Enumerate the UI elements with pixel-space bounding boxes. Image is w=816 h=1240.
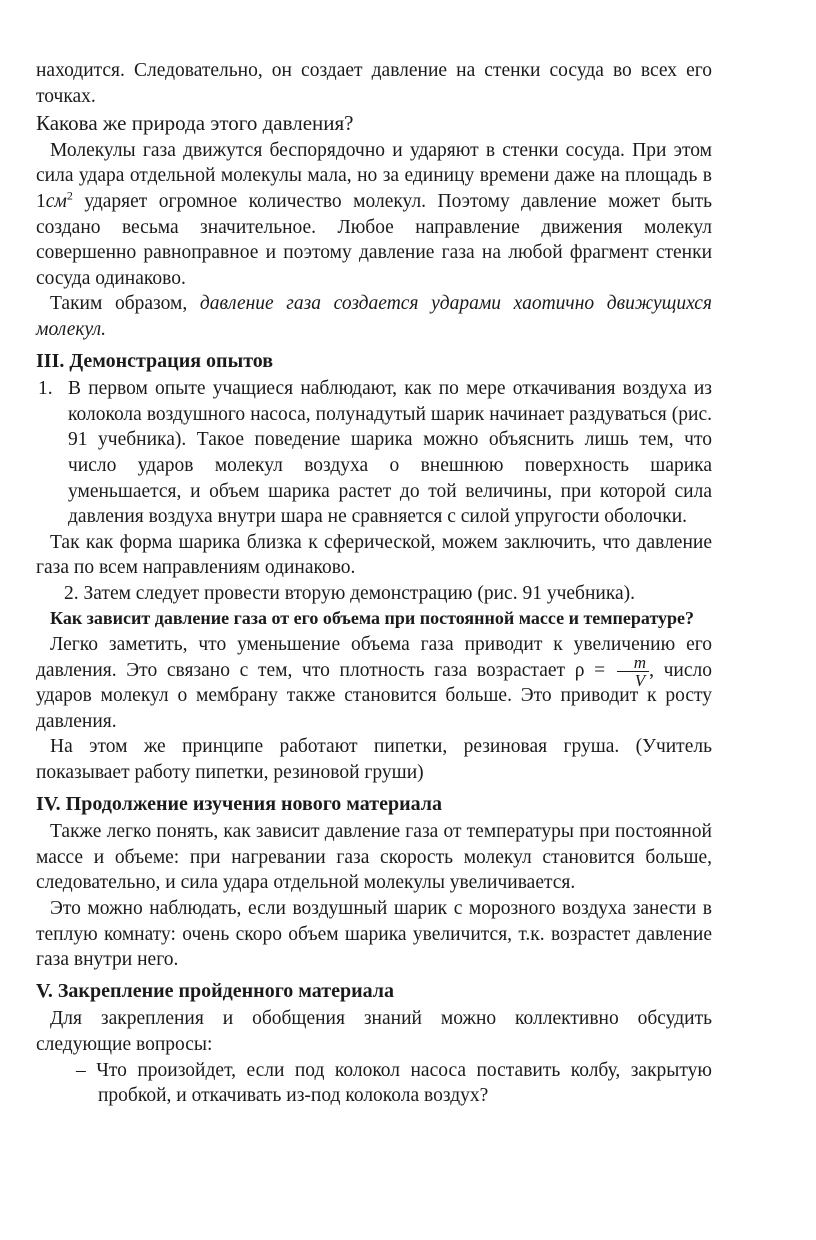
- paragraph-molecules: [36, 138, 712, 292]
- text-body: [36, 58, 712, 1109]
- paragraph-density: [36, 632, 712, 734]
- paragraph-molecules-text: Молекулы газа движутся беспорядочно и ударяют в стенки сосуда. При этом сила удара отдельной молекулы мала, но за единицу времени даже на площадь в 1: [36, 139, 712, 212]
- unit-cm: см: [45, 190, 67, 212]
- conclusion-emphasis: давление газа создается ударами хаотично движущихся молекул.: [36, 293, 712, 340]
- paragraph-questions: Для закрепления и обобщения знаний можно коллективно обсудить следующие вопросы:: [36, 1008, 712, 1055]
- density-formula: [617, 654, 649, 689]
- list-item-1: [36, 376, 712, 530]
- conclusion-start: Таким образом,: [50, 293, 200, 315]
- list-item-1-number: 1.: [38, 378, 53, 400]
- section-3-title: III. Демонстрация опытов: [36, 349, 274, 372]
- section-4-title: IV. Продолжение изучения нового материала: [36, 792, 443, 815]
- formula-denominator: V: [634, 670, 646, 690]
- density-text-b: , число ударов молекул о мембрану также становится больше. Это приводит к росту давления.: [36, 659, 712, 732]
- intro-paragraph: находится. Следовательно, он создает давление на стенки сосуда во всех его точках.: [36, 60, 712, 107]
- paragraph-molecules-rest: ударяет огромное количество молекул. Поэтому давление может быть создано весьма значительное. Любое направление движения молекул совершенно равноправное и поэтому давление газа на любой фрагмент стенки сосуда одинаково.: [36, 190, 712, 289]
- paragraph-balloon: Это можно наблюдать, если воздушный шарик с морозного воздуха занести в теплую комнату: очень скоро объем шарика увеличится, т.к. возрастет давление газа внутри него.: [36, 898, 712, 971]
- section-5-title: V. Закрепление пройденного материала: [36, 979, 394, 1002]
- paragraph-conclusion: [36, 291, 712, 342]
- list-item-1-text: В первом опыте учащиеся наблюдают, как по мере откачивания воздуха из колокола воздушного насоса, полунадутый шарик начинает раздуваться (рис. 91 учебника). Такое поведение шарика можно объяснить лишь тем, что число ударов молекул воздуха о внешнюю поверхность шарика уменьшается, и объем шарика растет до той величины, при которой сила давления воздуха внутри шара не сравняется с силой упругости оболочки.: [68, 378, 712, 528]
- question-list-item: – Что произойдет, если под колокол насоса поставить колбу, закрытую пробкой, и откачивать из-под колокола воздух?: [76, 1059, 712, 1107]
- density-text-a: Легко заметить, что уменьшение объема газа приводит к увеличению его давления. Это связано с тем, что плотность газа возрастает ρ =: [36, 634, 712, 681]
- paragraph-pipette: На этом же принципе работают пипетки, резиновая груша. (Учитель показывает работу пипетки, резиновой груши): [36, 736, 712, 784]
- paragraph-temperature: Также легко понять, как зависит давление газа от температуры при постоянной массе и объеме: при нагревании газа скорость молекул становится больше, следовательно, и сила удара отдельной молекулы увеличивается.: [36, 821, 712, 894]
- unit-exponent: 2: [66, 188, 73, 203]
- question-heading: Какова же природа этого давления?: [36, 111, 354, 136]
- paragraph-sphere: Так как форма шарика близка к сферической, можем заключить, что давление газа по всем направлениям одинаково.: [36, 531, 712, 579]
- list-item-2: 2. Затем следует провести вторую демонстрацию (рис. 91 учебника).: [64, 582, 636, 604]
- bold-question: Как зависит давление газа от его объема при постоянной массе и температуре?: [50, 608, 695, 629]
- formula-numerator: m: [617, 654, 649, 672]
